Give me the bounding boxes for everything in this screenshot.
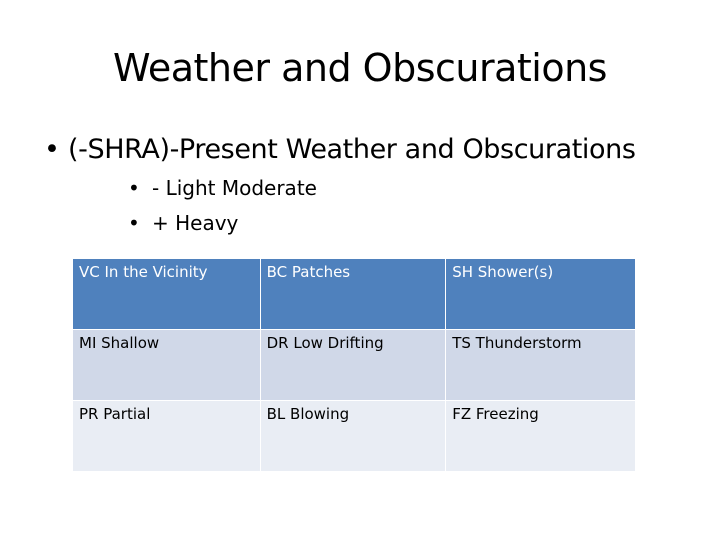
table-cell: SH Shower(s) bbox=[446, 259, 636, 330]
table-row bbox=[73, 259, 636, 330]
table-cell: VC In the Vicinity bbox=[73, 259, 261, 330]
table-cell: TS Thunderstorm bbox=[446, 330, 636, 401]
table-cell: DR Low Drifting bbox=[260, 330, 446, 401]
table-cell: BL Blowing bbox=[260, 401, 446, 472]
bullet-dot: • bbox=[44, 134, 60, 165]
bullet-text: + Heavy bbox=[152, 211, 239, 235]
table-cell: MI Shallow bbox=[73, 330, 261, 401]
table-row bbox=[73, 330, 636, 401]
table-cell: FZ Freezing bbox=[446, 401, 636, 472]
table-row bbox=[73, 401, 636, 472]
bullet-heavy bbox=[128, 209, 238, 237]
table-cell: BC Patches bbox=[260, 259, 446, 330]
bullet-present-weather bbox=[44, 132, 636, 168]
bullet-light-moderate bbox=[128, 174, 317, 202]
slide-title: Weather and Obscurations bbox=[113, 46, 607, 90]
bullet-dot: • bbox=[128, 211, 140, 235]
bullet-text: (-SHRA)-Present Weather and Obscurations bbox=[68, 134, 636, 165]
weather-codes-table bbox=[72, 258, 636, 472]
table-cell: PR Partial bbox=[73, 401, 261, 472]
bullet-text: - Light Moderate bbox=[152, 176, 317, 200]
bullet-dot: • bbox=[128, 176, 140, 200]
